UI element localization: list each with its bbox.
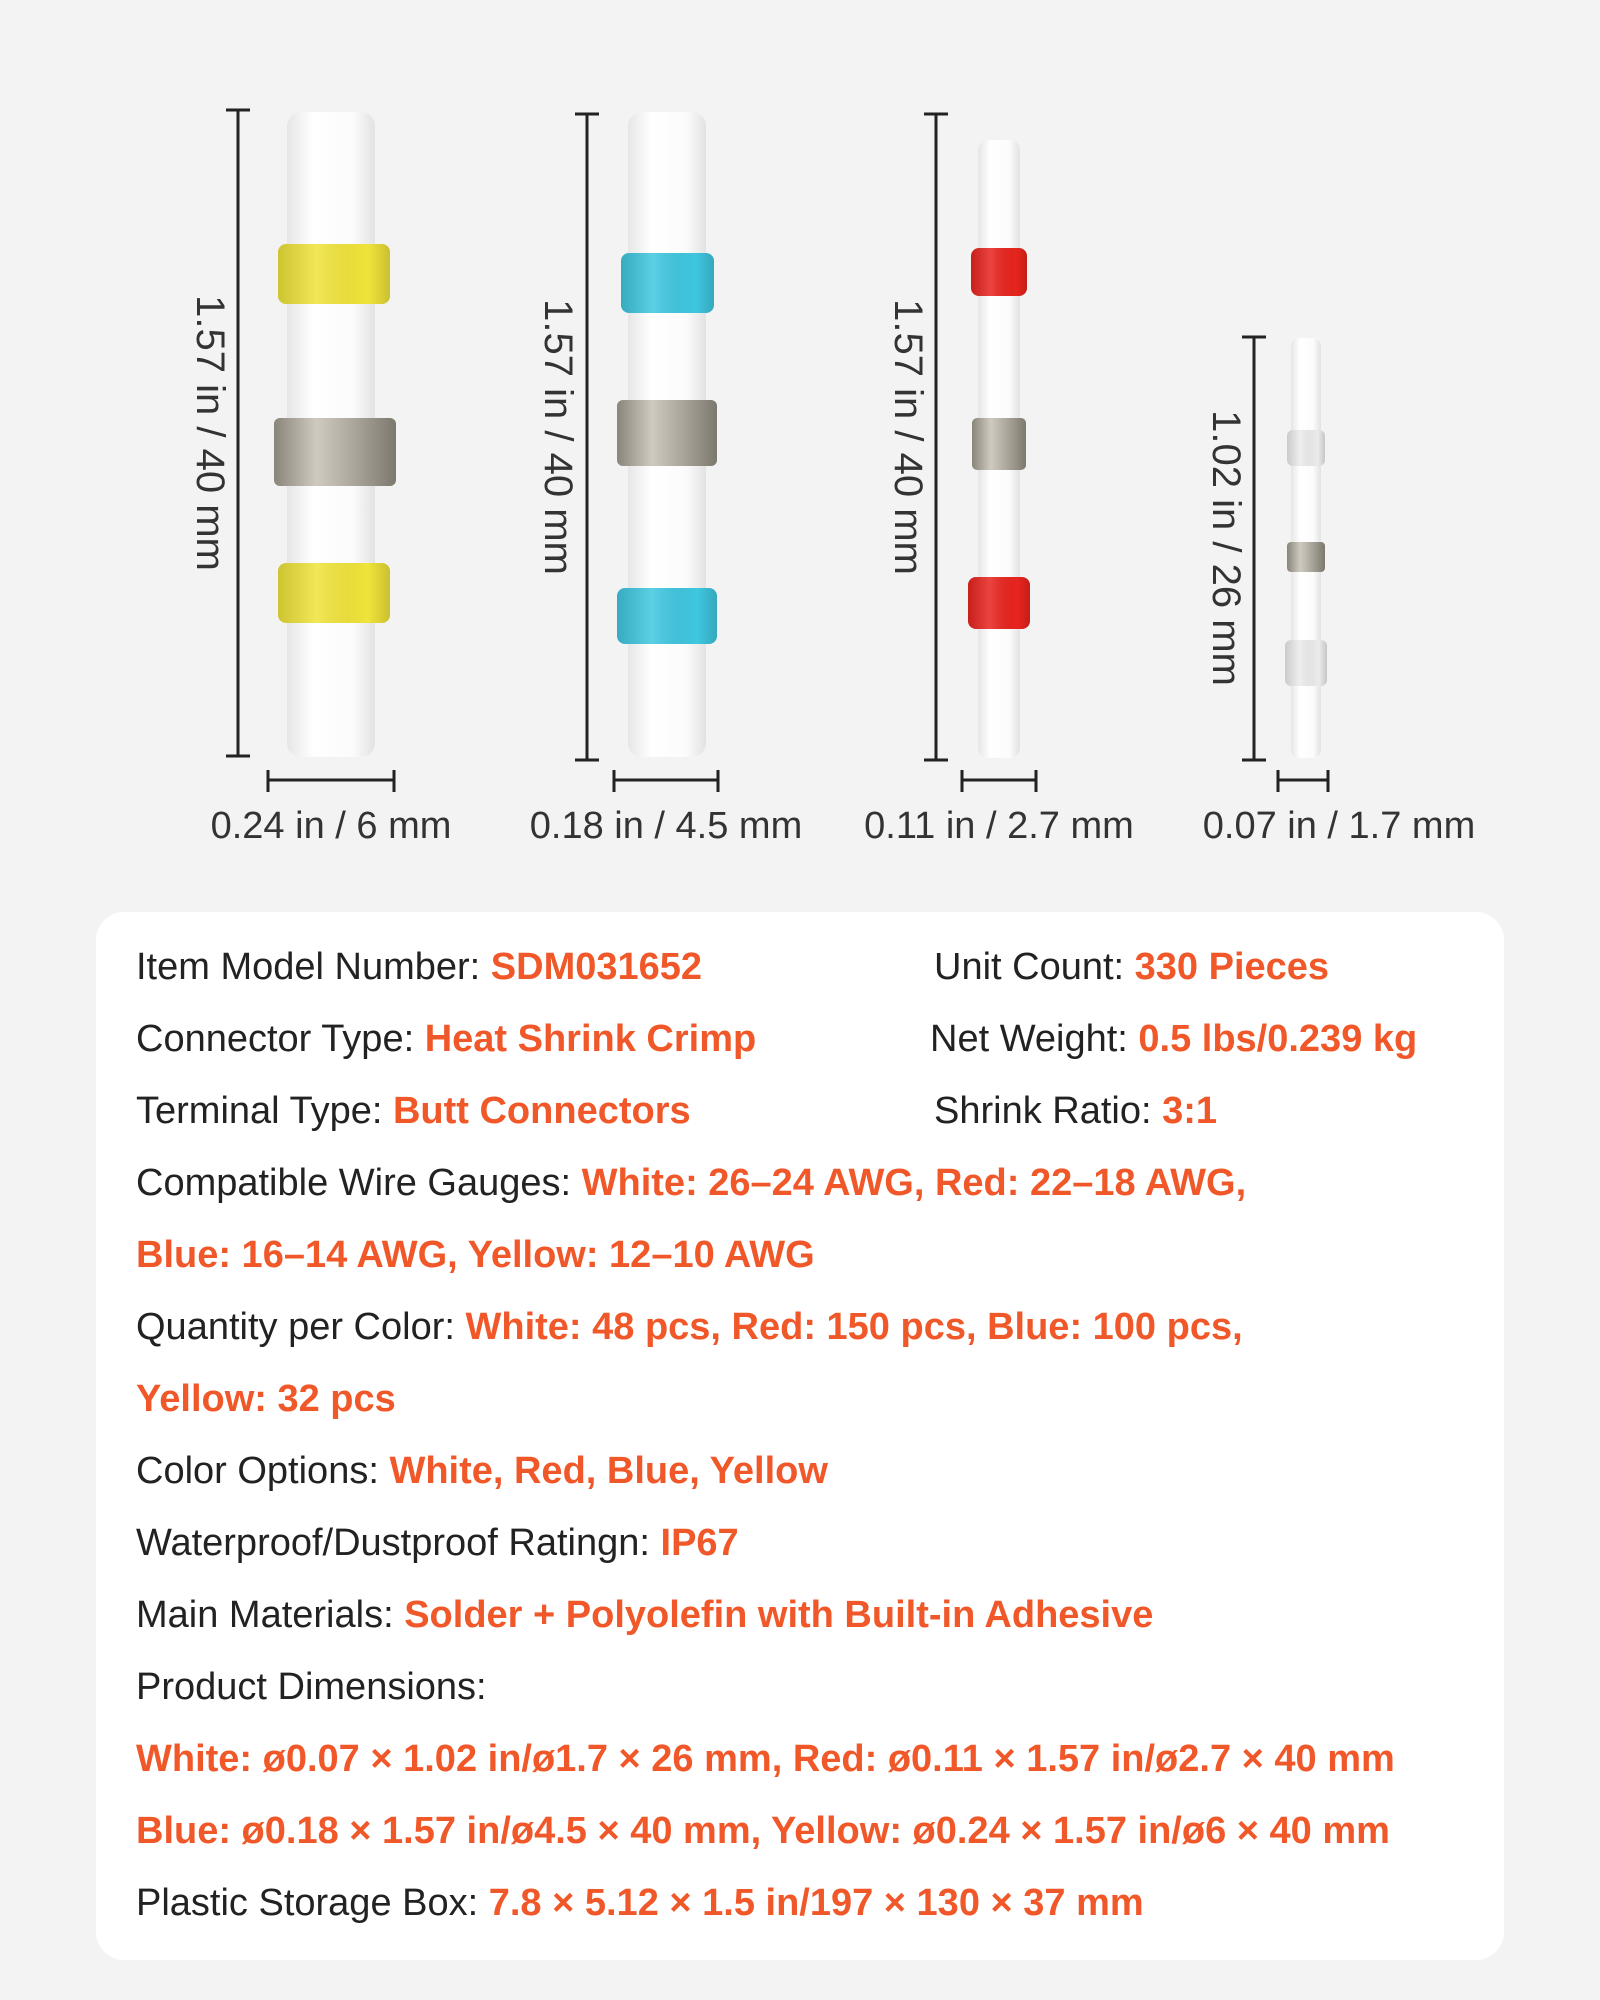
band-shading — [278, 244, 390, 304]
spec-dimensions-line-2 — [136, 1807, 1390, 1855]
spec-value: 0.5 lbs/0.239 kg — [1138, 1018, 1418, 1060]
spec-value: 7.8 × 5.12 × 1.5 in/197 × 130 × 37 mm — [488, 1882, 1144, 1924]
spec-dimensions-line-1 — [136, 1735, 1395, 1783]
spec-label: Item Model Number: — [136, 946, 491, 988]
spec-label: Net Weight: — [930, 1018, 1139, 1060]
spec-terminal-type — [136, 1087, 691, 1135]
connector-dimension-figure — [0, 0, 1600, 880]
spec-label: Product Dimensions: — [136, 1666, 487, 1708]
spec-value: Solder + Polyolefin with Built-in Adhesive — [404, 1594, 1154, 1636]
spec-quantity-continued — [136, 1375, 396, 1423]
white-connector — [1285, 338, 1327, 758]
yellow-diameter-label: 0.24 in / 6 mm — [210, 805, 452, 847]
spec-wire-gauges — [136, 1159, 1246, 1207]
spec-label: Main Materials: — [136, 1594, 405, 1636]
spec-color-options — [136, 1447, 828, 1495]
red-length-label: 1.57 in / 40 mm — [886, 299, 930, 575]
spec-value: Yellow: 32 pcs — [136, 1378, 396, 1420]
spec-label: Unit Count: — [934, 946, 1135, 988]
white-length-label: 1.02 in / 26 mm — [1204, 410, 1248, 686]
spec-value: White: 26–24 AWG, Red: 22–18 AWG, — [581, 1162, 1247, 1204]
band-shading — [968, 577, 1030, 629]
spec-net-weight — [930, 1015, 1417, 1063]
spec-value: SDM031652 — [490, 946, 703, 988]
spec-label: Waterproof/Dustproof Ratingn: — [136, 1522, 661, 1564]
band-shading — [1287, 430, 1325, 466]
spec-label: Color Options: — [136, 1450, 390, 1492]
solder-ring — [274, 418, 396, 486]
spec-wire-gauges-continued — [136, 1231, 815, 1279]
spec-label: Compatible Wire Gauges: — [136, 1162, 582, 1204]
band-shading — [1285, 640, 1327, 686]
blue-diameter-label: 0.18 in / 4.5 mm — [529, 805, 803, 847]
spec-label: Connector Type: — [136, 1018, 425, 1060]
blue-length-label: 1.57 in / 40 mm — [536, 299, 580, 575]
band-shading — [617, 588, 717, 644]
spec-label: Shrink Ratio: — [934, 1090, 1163, 1132]
spec-value: 3:1 — [1162, 1090, 1218, 1132]
spec-value: White: 48 pcs, Red: 150 pcs, Blue: 100 pcs, — [465, 1306, 1243, 1348]
band-shading — [621, 253, 714, 313]
yellow-length-label: 1.57 in / 40 mm — [188, 295, 232, 571]
spec-shrink-ratio — [934, 1087, 1217, 1135]
specification-card — [96, 912, 1504, 1960]
spec-value: White: ø0.07 × 1.02 in/ø1.7 × 26 mm, Red: ø0.11 × 1.57 in/ø2.7 × 40 mm — [136, 1738, 1395, 1780]
yellow-connector — [274, 112, 396, 757]
spec-value: 330 Pieces — [1134, 946, 1330, 988]
blue-connector — [617, 112, 717, 757]
spec-connector-type — [136, 1015, 756, 1063]
spec-value: Blue: ø0.18 × 1.57 in/ø4.5 × 40 mm, Yellow: ø0.24 × 1.57 in/ø6 × 40 mm — [136, 1810, 1390, 1852]
spec-product-dimensions — [136, 1663, 487, 1711]
spec-label: Plastic Storage Box: — [136, 1882, 489, 1924]
red-diameter-label: 0.11 in / 2.7 mm — [864, 805, 1134, 847]
spec-label: Terminal Type: — [136, 1090, 393, 1132]
red-connector — [968, 140, 1030, 758]
spec-model-number — [136, 943, 702, 991]
spec-value: Blue: 16–14 AWG, Yellow: 12–10 AWG — [136, 1234, 815, 1276]
solder-ring — [972, 418, 1026, 470]
band-shading — [278, 563, 390, 623]
spec-value: White, Red, Blue, Yellow — [389, 1450, 828, 1492]
spec-unit-count — [934, 943, 1329, 991]
spec-value: IP67 — [660, 1522, 739, 1564]
spec-main-materials — [136, 1591, 1153, 1639]
spec-quantity-per-color — [136, 1303, 1243, 1351]
spec-label: Quantity per Color: — [136, 1306, 466, 1348]
spec-value: Butt Connectors — [392, 1090, 691, 1132]
spec-value: Heat Shrink Crimp — [424, 1018, 757, 1060]
solder-ring — [1287, 542, 1325, 572]
solder-ring — [617, 400, 717, 466]
band-shading — [971, 248, 1027, 296]
spec-storage-box — [136, 1879, 1144, 1927]
spec-ip-rating — [136, 1519, 739, 1567]
white-diameter-label: 0.07 in / 1.7 mm — [1202, 805, 1476, 847]
